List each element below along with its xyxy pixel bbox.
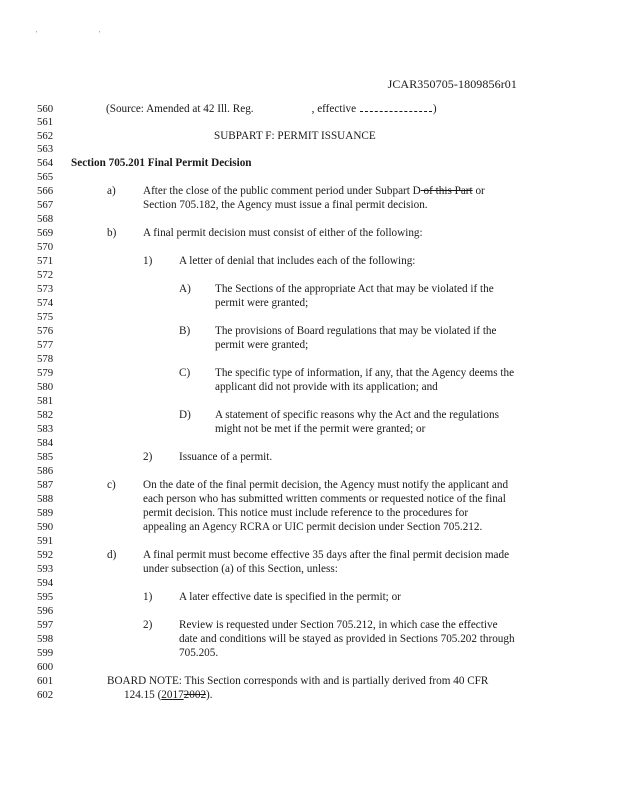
- subsection-b-text: A final permit decision must consist of either of the following:: [143, 227, 423, 239]
- line-number: 565: [37, 171, 54, 183]
- line-number: 580: [37, 381, 54, 393]
- effective-date-blank: [360, 103, 432, 112]
- line-number: 582: [37, 409, 54, 421]
- inserted-year: 2017: [161, 689, 184, 701]
- line-number: 577: [37, 339, 54, 351]
- subsection-c-text-4: appealing an Agency RCRA or UIC permit decision under Section 705.212.: [143, 521, 483, 533]
- subsection-c-text-2: each person who has submitted written comments or requested notice of the final: [143, 493, 506, 505]
- subsection-c-text-3: permit decision. This notice must include reference to the procedures for: [143, 507, 469, 519]
- line-number: 566: [37, 185, 54, 197]
- board-note: BOARD NOTE: This Section corresponds with and is partially derived from 40 CFR: [107, 675, 489, 687]
- line-number: 599: [37, 647, 54, 659]
- item-C-label: C): [179, 367, 191, 379]
- item-d2-text-2: date and conditions will be stayed as provided in Sections 705.202 through: [179, 633, 515, 645]
- line-number: 579: [37, 367, 54, 379]
- line-number: 586: [37, 465, 54, 477]
- line-number: 571: [37, 255, 54, 267]
- subsection-a-label: a): [107, 185, 116, 197]
- line-number: 560: [37, 103, 54, 115]
- scan-specks: ' ': [36, 30, 131, 38]
- subsection-d-text-2: under subsection (a) of this Section, unless:: [143, 563, 338, 575]
- item-b1-label: 1): [143, 255, 153, 267]
- board-note-cont: 124.15 (20172002).: [124, 689, 213, 701]
- subsection-c-text: On the date of the final permit decision, the Agency must notify the applicant and: [143, 479, 509, 491]
- line-number: 598: [37, 633, 54, 645]
- item-b1-text: A letter of denial that includes each of the following:: [179, 255, 416, 267]
- section-heading: Section 705.201 Final Permit Decision: [71, 157, 252, 169]
- line-number: 596: [37, 605, 54, 617]
- item-D-label: D): [179, 409, 191, 421]
- line-number: 573: [37, 283, 54, 295]
- line-number: 591: [37, 535, 54, 547]
- line-number: 597: [37, 619, 54, 631]
- line-number: 575: [37, 311, 54, 323]
- line-number: 588: [37, 493, 54, 505]
- struck-year: 2002: [183, 689, 207, 701]
- source-note: (Source: Amended at 42 Ill. Reg. , effective ): [106, 103, 437, 115]
- line-number: 567: [37, 199, 54, 211]
- item-d1-text: A later effective date is specified in the permit; or: [179, 591, 401, 603]
- line-number: 578: [37, 353, 54, 365]
- line-number: 602: [37, 689, 54, 701]
- line-number: 585: [37, 451, 54, 463]
- struck-text: of this Part: [420, 185, 473, 197]
- line-number: 595: [37, 591, 54, 603]
- line-number: 592: [37, 549, 54, 561]
- line-number: 601: [37, 675, 54, 687]
- line-number: 568: [37, 213, 54, 225]
- item-d1-label: 1): [143, 591, 153, 603]
- item-B-label: B): [179, 325, 191, 337]
- subsection-a-text-cont: Section 705.182, the Agency must issue a final permit decision.: [143, 199, 428, 211]
- subsection-b-label: b): [107, 227, 117, 239]
- line-number: 576: [37, 325, 54, 337]
- line-number: 600: [37, 661, 54, 673]
- line-number: 569: [37, 227, 54, 239]
- line-number: 562: [37, 130, 54, 142]
- line-number: 589: [37, 507, 54, 519]
- subsection-d-label: d): [107, 549, 117, 561]
- line-number: 583: [37, 423, 54, 435]
- line-number: 563: [37, 143, 54, 155]
- line-number: 584: [37, 437, 54, 449]
- item-A-text-cont: permit were granted;: [215, 297, 309, 309]
- subpart-heading: SUBPART F: PERMIT ISSUANCE: [214, 130, 376, 142]
- line-number: 581: [37, 395, 54, 407]
- item-A-label: A): [179, 283, 191, 295]
- line-number: 590: [37, 521, 54, 533]
- line-number: 594: [37, 577, 54, 589]
- subsection-c-label: c): [107, 479, 116, 491]
- subsection-a-text: After the close of the public comment period under Subpart D of this Part or: [143, 185, 485, 197]
- subsection-d-text: A final permit must become effective 35 days after the final permit decision made: [143, 549, 510, 561]
- item-D-text-cont: might not be met if the permit were granted; or: [215, 423, 426, 435]
- item-b2-label: 2): [143, 451, 153, 463]
- item-b2-text: Issuance of a permit.: [179, 451, 273, 463]
- item-d2-label: 2): [143, 619, 153, 631]
- item-B-text-cont: permit were granted;: [215, 339, 309, 351]
- item-d2-text-3: 705.205.: [179, 647, 219, 659]
- item-B-text: The provisions of Board regulations that may be violated if the: [215, 325, 497, 337]
- line-number: 561: [37, 116, 54, 128]
- line-number: 593: [37, 563, 54, 575]
- line-number: 574: [37, 297, 54, 309]
- item-C-text-cont: applicant did not provide with its application; and: [215, 381, 438, 393]
- line-number: 587: [37, 479, 54, 491]
- item-C-text: The specific type of information, if any, that the Agency deems the: [215, 367, 515, 379]
- item-D-text: A statement of specific reasons why the Act and the regulations: [215, 409, 499, 421]
- line-number: 570: [37, 241, 54, 253]
- document-id: JCAR350705-1809856r01: [387, 77, 517, 91]
- line-number: 572: [37, 269, 54, 281]
- item-A-text: The Sections of the appropriate Act that may be violated if the: [215, 283, 494, 295]
- item-d2-text: Review is requested under Section 705.212, in which case the effective: [179, 619, 498, 631]
- line-number: 564: [37, 157, 54, 169]
